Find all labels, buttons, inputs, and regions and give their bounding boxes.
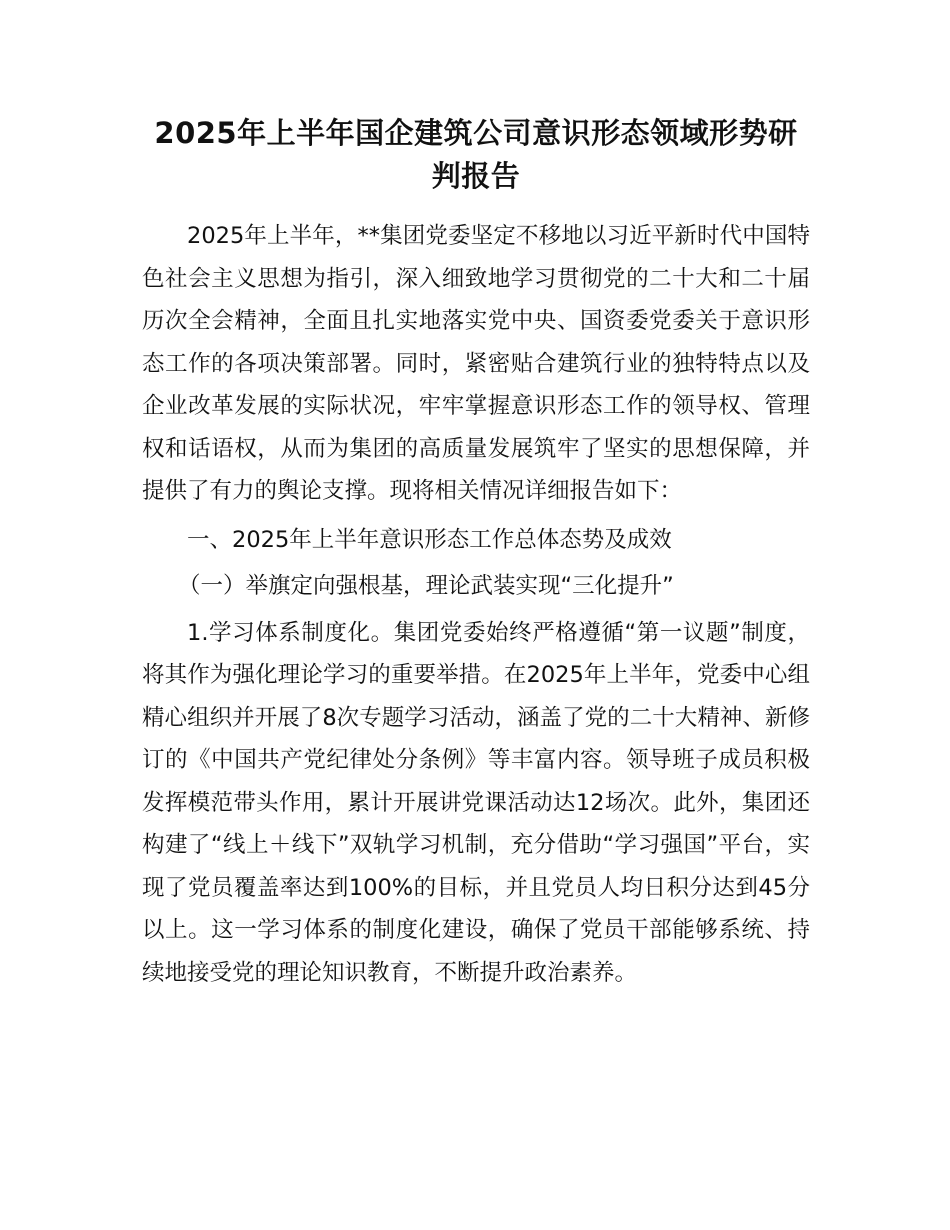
document-page — [142, 112, 810, 994]
intro-paragraph: 2025年上半年，**集团党委坚定不移地以习近平新时代中国特色社会主义思想为指引，深入细致地学习贯彻党的二十大和二十届历次全会精神，全面且扎实地落实党中央、国资委党委关于意识形态工作的各项决策部署。同时，紧密贴合建筑行业的独特特点以及企业改革发展的实际状况，牢牢掌握意识形态工作的领导权、管理权和话语权，从而为集团的高质量发展筑牢了坚实的思想保障，并提供了有力的舆论支撑。现将相关情况详细报告如下： — [142, 223, 810, 504]
section-heading-1: 一、2025年上半年意识形态工作总体态势及成效 — [187, 526, 672, 553]
subsection-heading-1: （一）举旗定向强根基，理论武装实现“三化提升” — [178, 573, 674, 599]
item-paragraph-1: 1.学习体系制度化。集团党委始终严格遵循“第一议题”制度，将其作为强化理论学习的重要举措。在2025年上半年，党委中心组精心组织并开展了8次专题学习活动，涵盖了党的二十大精神、新修订的《中国共产党纪律处分条例》等丰富内容。领导班子成员积极发挥模范带头作用，累计开展讲党课活动达12场次。此外，集团还构建了“线上＋线下”双轨学习机制，充分借助“学习强国”平台，实现了党员覆盖率达到100%的目标，并且党员人均日积分达到45分以上。这一学习体系的制度化建设，确保了党员干部能够系统、持续地接受党的理论知识教育，不断提升政治素养。 — [142, 619, 810, 986]
document-body — [142, 215, 810, 994]
document-title: 2025年上半年国企建筑公司意识形态领域形势研判报告 — [154, 116, 798, 193]
